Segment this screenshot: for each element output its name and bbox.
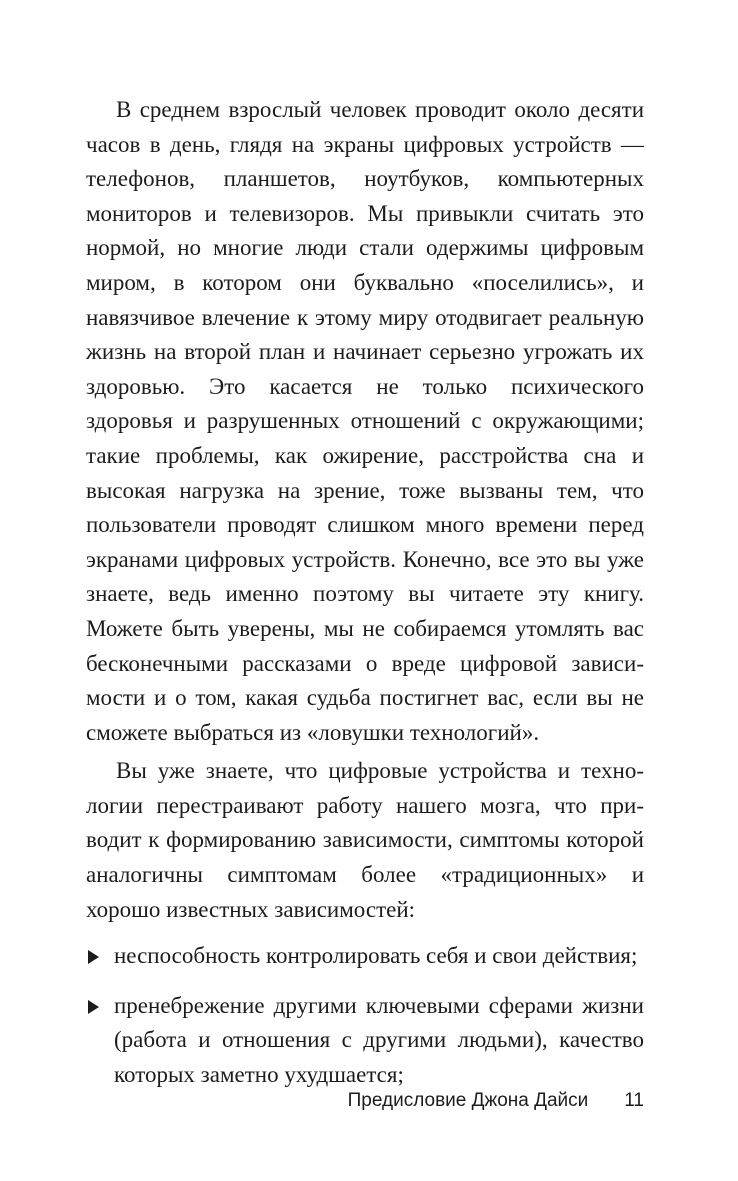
list-item <box>86 939 644 974</box>
page-number: 11 <box>624 1090 644 1111</box>
running-title: Предисловие Джона Дайси <box>347 1090 589 1111</box>
paragraph-2: Вы уже знаете, что цифровые устройства и технологии перестраивают работу нашего мозга, что приводит к формированию зависимости, симптомы которой аналогичны симптомам более «традиционных» и хорошо известных зависимостей: <box>86 758 644 922</box>
paragraph-1: В среднем взрослый человек проводит около десяти часов в день, глядя на экраны цифровых устройств — телефонов, планшетов, ноутбуков, компьютерных мониторов и телевизоров. Мы привыкли считать это нормой, но многие люди стали одержимы цифровым миром, в котором они буквально «поселились», и навязчивое влечение к этому миру отодвигает реальную жизнь на второй план и начинает серьезно угрожать их здоровью. Это касается не только психического здоровья и разрушенных отношений с окружающими; такие проблемы, как ожирение, расстройства сна и высокая нагрузка на зрение, тоже вызваны тем, что пользователи проводят слишком много времени перед экранами цифровых устройств. Конечно, все это вы уже знаете, ведь именно поэтому вы читаете эту книгу. Можете быть уверены, мы не собираемся утомлять вас бесконечными рассказами о вреде цифровой зависимости и о том, какая судьба постигнет вас, если вы не сможете выбраться из «ловушки технологий». <box>86 97 644 745</box>
bullet-list <box>86 939 644 1092</box>
list-item-text: пренебрежение другими ключевыми сферами жизни (работа и отношения с другими людьми), качество которых заметно ухудшается; <box>114 992 644 1088</box>
page-footer <box>86 1090 644 1112</box>
triangle-bullet-icon <box>88 950 99 964</box>
list-item <box>86 989 644 1093</box>
page-body <box>86 93 644 1108</box>
list-item-text: неспособность контролировать себя и свои действия; <box>114 943 638 969</box>
triangle-bullet-icon <box>88 1000 99 1014</box>
